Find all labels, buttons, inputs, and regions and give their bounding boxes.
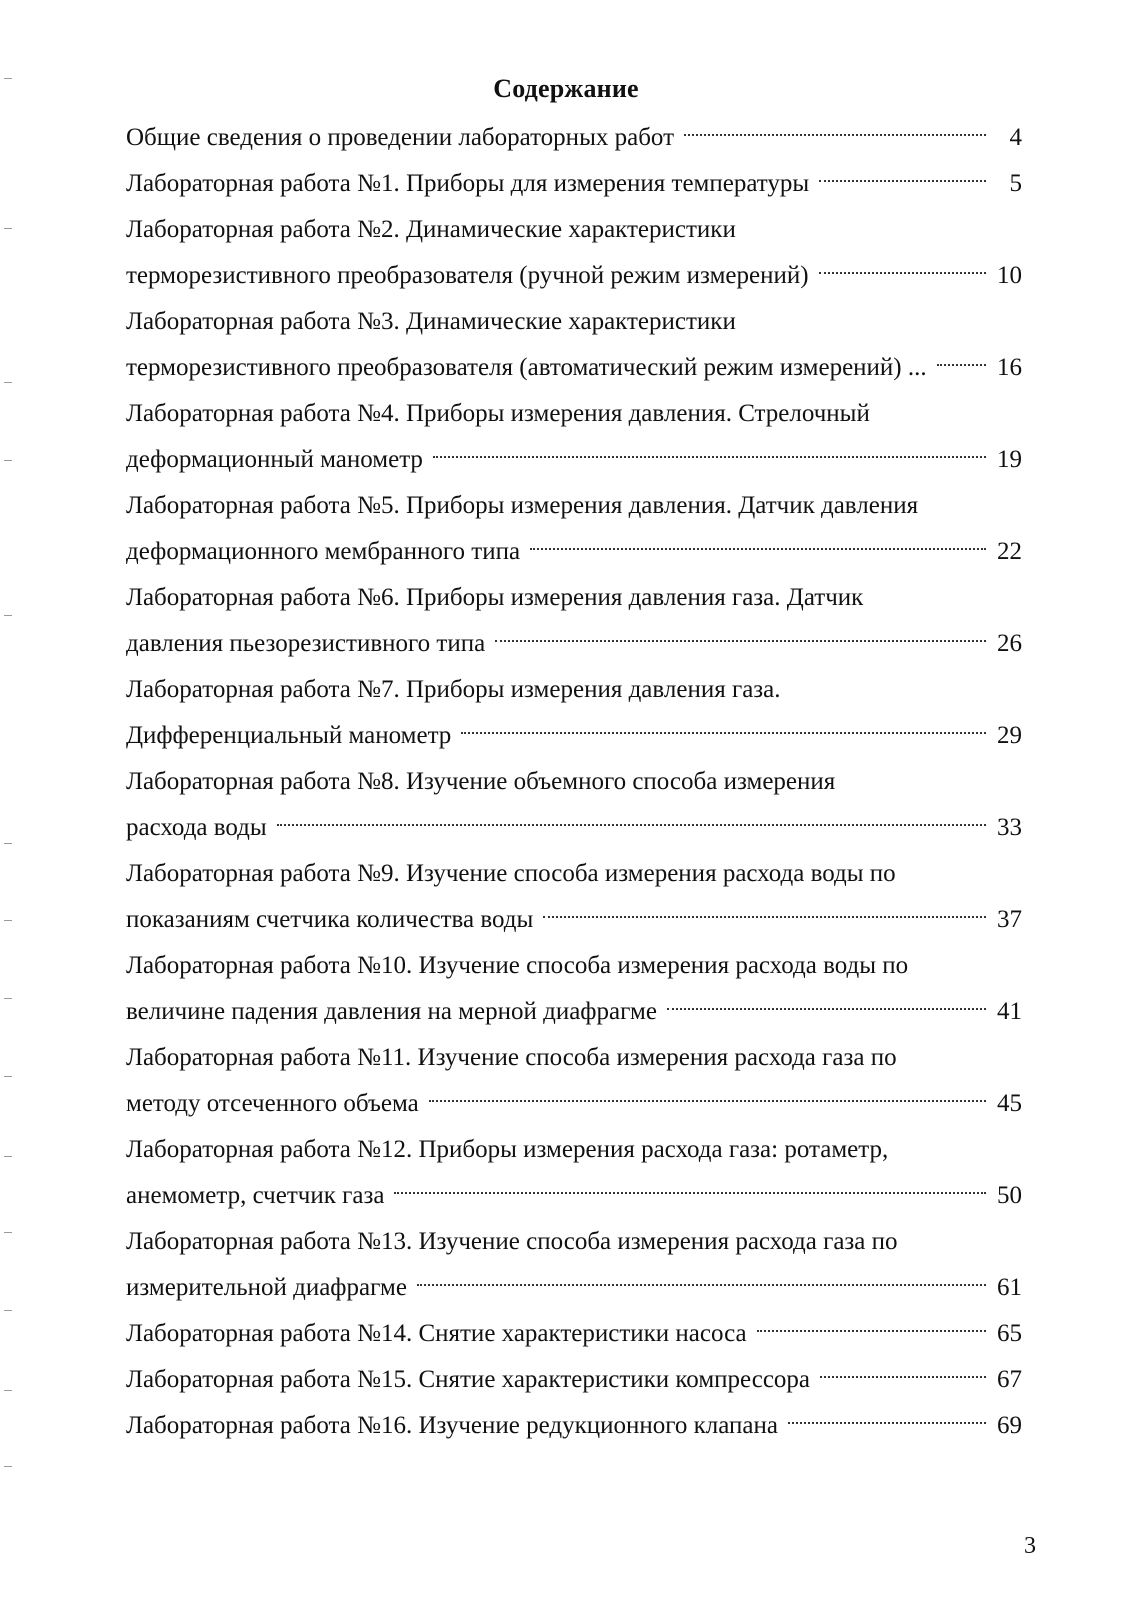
toc-entry <box>126 1035 1022 1127</box>
toc-entry <box>126 299 1022 391</box>
toc-title: Содержание <box>493 74 639 103</box>
toc-entry <box>126 1311 1022 1357</box>
toc-entry-title: Лабораторная работа №2. Динамические характеристики <box>126 216 736 243</box>
toc-entry-line <box>126 1035 1022 1081</box>
toc-entry-line <box>126 529 1022 575</box>
toc-entry <box>126 851 1022 943</box>
toc-page-number: 45 <box>997 1090 1022 1117</box>
toc-page-number: 5 <box>1009 170 1022 197</box>
toc-entry <box>126 759 1022 851</box>
toc-entry <box>126 207 1022 299</box>
toc-entry-title: Лабораторная работа №7. Приборы измерения давления газа. <box>126 676 781 703</box>
dot-leader <box>819 272 986 274</box>
toc-entry <box>126 1127 1022 1219</box>
dot-leader <box>530 548 986 550</box>
toc-entry-title: Лабораторная работа №10. Изучение способа измерения расхода воды по <box>126 952 909 979</box>
toc-entry-line <box>126 713 1022 759</box>
toc-entry <box>126 483 1022 575</box>
toc-page-number: 4 <box>1009 124 1022 151</box>
dot-leader <box>433 456 986 458</box>
toc-entry-line <box>126 851 1022 897</box>
toc-entry-title: Лабораторная работа №14. Снятие характеристики насоса <box>126 1320 747 1347</box>
toc-entry-title: давления пьезорезистивного типа <box>126 630 486 657</box>
toc-entry-title: величине падения давления на мерной диафрагме <box>126 998 657 1025</box>
dot-leader <box>417 1284 986 1286</box>
toc-entry-line <box>126 115 1022 161</box>
dot-leader <box>495 640 986 642</box>
toc-entry-title: Лабораторная работа №5. Приборы измерения давления. Датчик давления <box>126 492 919 519</box>
toc-page-number: 19 <box>997 446 1022 473</box>
toc-entry-title: Лабораторная работа №4. Приборы измерения давления. Стрелочный <box>126 400 870 427</box>
toc-page-number: 65 <box>997 1320 1022 1347</box>
dot-leader <box>277 824 986 826</box>
toc-entry <box>126 943 1022 1035</box>
dot-leader <box>757 1330 986 1332</box>
toc-page-number: 29 <box>997 722 1022 749</box>
toc-entry-line <box>126 1081 1022 1127</box>
toc-entry-line <box>126 575 1022 621</box>
toc-entry-line <box>126 391 1022 437</box>
toc-entry-line <box>126 1127 1022 1173</box>
toc-page-number: 61 <box>997 1274 1022 1301</box>
toc-entry-line <box>126 805 1022 851</box>
toc-entry-title: Лабораторная работа №16. Изучение редукционного клапана <box>126 1412 779 1439</box>
toc-entry-title: Лабораторная работа №8. Изучение объемного способа измерения <box>126 768 836 795</box>
toc-entry-title: расхода воды <box>126 814 267 841</box>
dot-leader <box>461 732 986 734</box>
toc-entry-title: Лабораторная работа №3. Динамические характеристики <box>126 308 736 335</box>
toc-page-number: 67 <box>997 1366 1022 1393</box>
toc-entry <box>126 1403 1022 1449</box>
toc-entry <box>126 1357 1022 1403</box>
toc-entry-title: Лабораторная работа №1. Приборы для измерения температуры <box>126 170 810 197</box>
toc-entry-line <box>126 253 1022 299</box>
toc-entry-line <box>126 207 1022 253</box>
toc-entry-line <box>126 345 1022 391</box>
toc-entry-title: деформационного мембранного типа <box>126 538 521 565</box>
toc-entry-line <box>126 897 1022 943</box>
toc-entry-line <box>126 299 1022 345</box>
toc-entry-line <box>126 1403 1022 1449</box>
toc-entry <box>126 115 1022 161</box>
toc-entry-line <box>126 1357 1022 1403</box>
toc-entry-line <box>126 621 1022 667</box>
toc-entry-title: Лабораторная работа №15. Снятие характеристики компрессора <box>126 1366 811 1393</box>
toc-page-number: 10 <box>997 262 1022 289</box>
dot-leader <box>820 1376 986 1378</box>
toc-entry-line <box>126 943 1022 989</box>
page-number: 3 <box>1024 1533 1036 1559</box>
toc-page-number: 16 <box>997 354 1022 381</box>
dot-leader <box>543 916 986 918</box>
dot-leader <box>429 1100 986 1102</box>
toc-entry-line <box>126 483 1022 529</box>
dot-leader <box>937 364 986 366</box>
toc-entry-line <box>126 161 1022 207</box>
toc-page-number: 41 <box>997 998 1022 1025</box>
toc-entry-title: Лабораторная работа №13. Изучение способа измерения расхода газа по <box>126 1228 898 1255</box>
toc-entry <box>126 161 1022 207</box>
toc-entry-line <box>126 1219 1022 1265</box>
toc-entry-title: Лабораторная работа №6. Приборы измерения давления газа. Датчик <box>126 584 864 611</box>
toc-entry-title: терморезистивного преобразователя (ручной режим измерений) <box>126 262 809 289</box>
toc-entry <box>126 391 1022 483</box>
toc-entry-title: методу отсеченного объема <box>126 1090 419 1117</box>
dot-leader <box>667 1008 986 1010</box>
toc-entry-line <box>126 1311 1022 1357</box>
dot-leader <box>684 134 986 136</box>
toc-entry-title: деформационный манометр <box>126 446 423 473</box>
toc-entry-title: Лабораторная работа №12. Приборы измерения расхода газа: ротаметр, <box>126 1136 889 1163</box>
toc-entry <box>126 1219 1022 1311</box>
table-of-contents <box>126 115 1022 1449</box>
dot-leader <box>819 180 986 182</box>
toc-entry-title: анемометр, счетчик газа <box>126 1182 385 1209</box>
toc-entry-title: Дифференциальный манометр <box>126 722 452 749</box>
dot-leader <box>788 1422 986 1424</box>
toc-entry-line <box>126 1173 1022 1219</box>
toc-entry-title: Лабораторная работа №11. Изучение способа измерения расхода газа по <box>126 1044 897 1071</box>
toc-entry-title: терморезистивного преобразователя (автоматический режим измерений) ... <box>126 354 927 381</box>
toc-entry-title: Общие сведения о проведении лабораторных работ <box>126 124 675 151</box>
toc-entry-line <box>126 437 1022 483</box>
toc-entry <box>126 667 1022 759</box>
toc-page-number: 33 <box>997 814 1022 841</box>
toc-entry-line <box>126 759 1022 805</box>
toc-page-number: 69 <box>997 1412 1022 1439</box>
toc-entry-line <box>126 1265 1022 1311</box>
toc-entry-line <box>126 989 1022 1035</box>
scan-edge-marks <box>4 60 14 1560</box>
toc-page-number: 50 <box>997 1182 1022 1209</box>
toc-entry-line <box>126 667 1022 713</box>
toc-entry <box>126 575 1022 667</box>
toc-entry-title: Лабораторная работа №9. Изучение способа измерения расхода воды по <box>126 860 896 887</box>
dot-leader <box>394 1192 986 1194</box>
toc-page-number: 26 <box>997 630 1022 657</box>
toc-entry-title: измерительной диафрагме <box>126 1274 407 1301</box>
toc-entry-title: показаниям счетчика количества воды <box>126 906 534 933</box>
toc-page-number: 37 <box>997 906 1022 933</box>
toc-page-number: 22 <box>997 538 1022 565</box>
